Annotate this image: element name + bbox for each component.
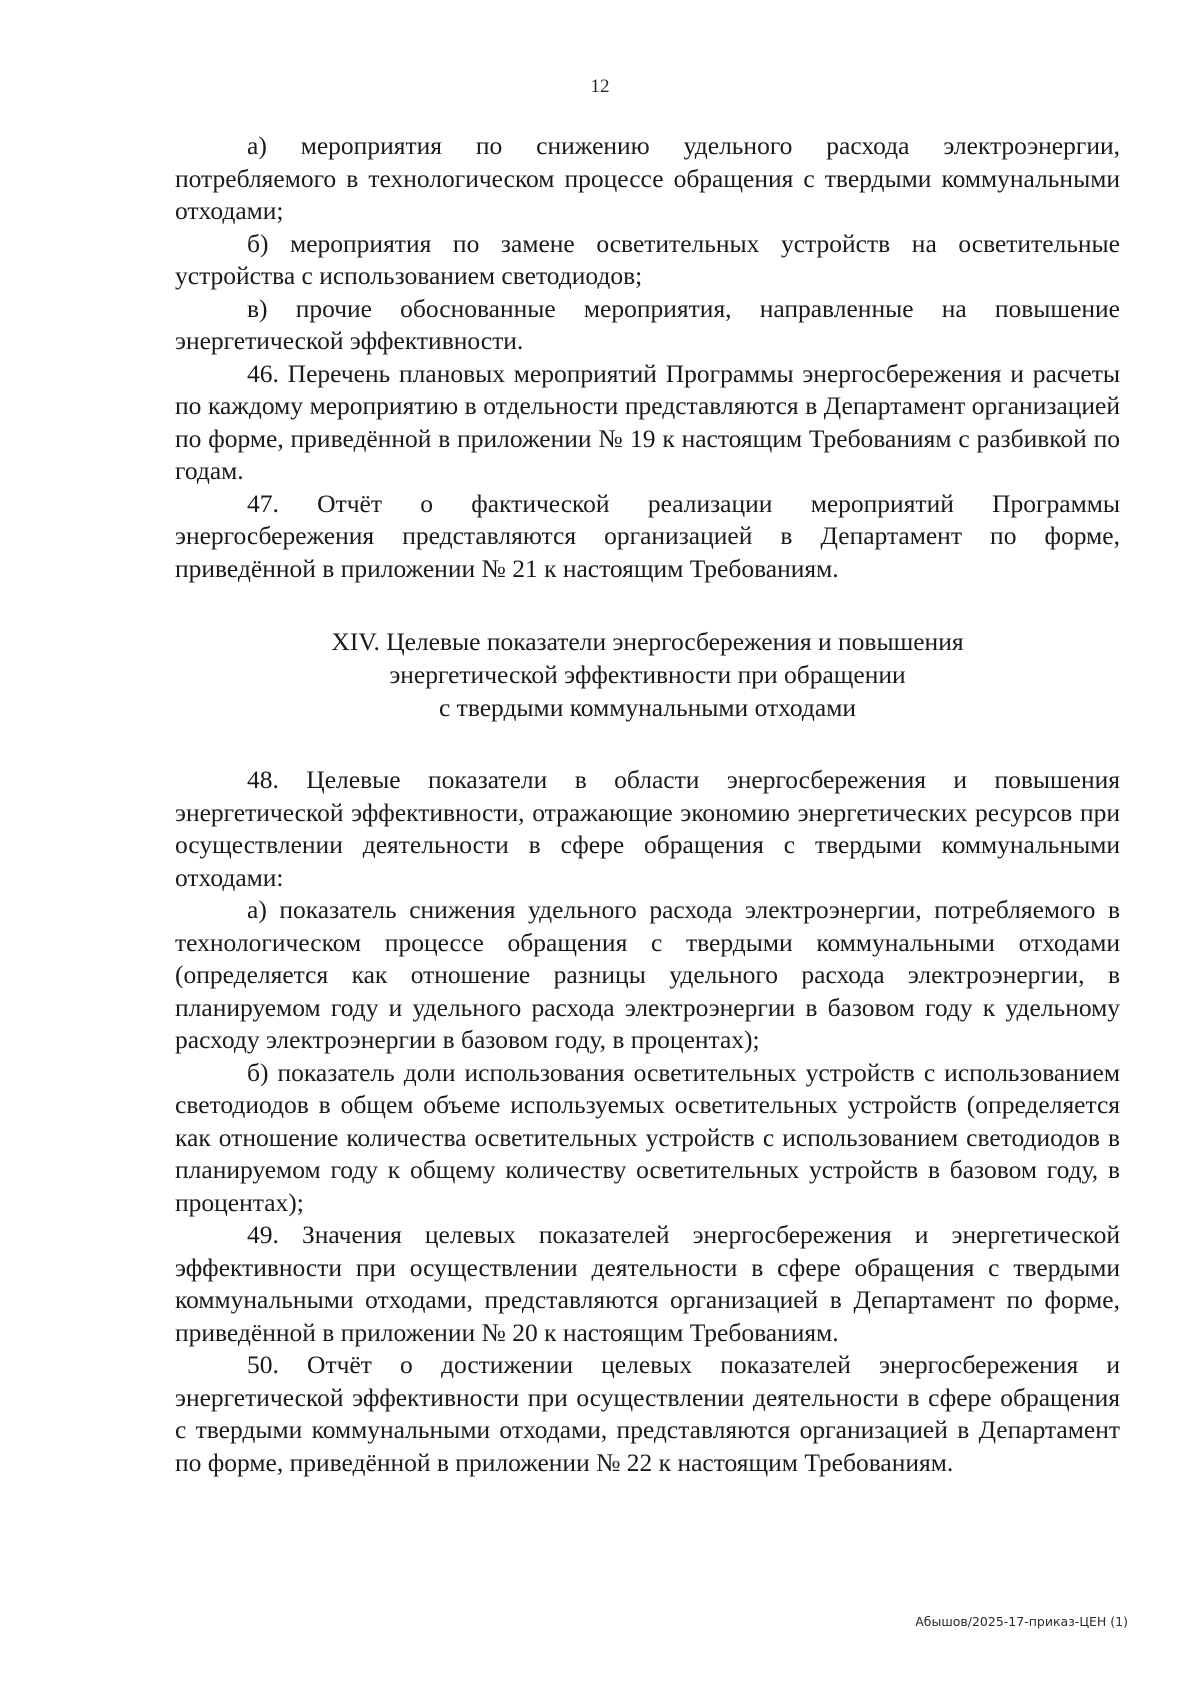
- paragraph-50: 50. Отчёт о достижении целевых показателей энергосбережения и энергетической эффективности при осуществлении деятельности в сфере обращения с твердыми коммунальными отходами, представляются организацией в Департамент по форме, приведённой в приложении № 22 к настоящим Требованиям.: [175, 1350, 1120, 1477]
- paragraph-46: 46. Перечень плановых мероприятий Программы энергосбережения и расчеты по каждому мероприятию в отдельности представляются в Департамент организацией по форме, приведённой в приложении № 19 к настоящим Требованиям с разбивкой по годам.: [175, 358, 1120, 485]
- section-heading-line-1: XIV. Целевые показатели энергосбережения и повышения: [331, 627, 964, 656]
- paragraph-48-item-b: б) показатель доли использования осветительных устройств с использованием светодиодов в общем объеме используемых осветительных устройств (определяется как отношение количества осветительных устройств с использованием светодиодов в планируемом году к общему количеству осветительных устройств в базовом году, в процентах);: [175, 1057, 1120, 1217]
- document-reference: Абышов/2025-17-приказ-ЦЕН (1): [915, 1614, 1128, 1629]
- paragraph-item-a: а) мероприятия по снижению удельного расхода электроэнергии, потребляемого в технологическом процессе обращения с твердыми коммунальными отходами;: [175, 131, 1120, 225]
- paragraph-48: 48. Целевые показатели в области энергосбережения и повышения энергетической эффективности, отражающие экономию энергетических ресурсов при осуществлении деятельности в сфере обращения с твердыми коммунальными отходами:: [175, 765, 1120, 892]
- paragraph-item-v: в) прочие обоснованные мероприятия, направленные на повышение энергетической эффективности.: [175, 293, 1120, 355]
- section-heading: [175, 625, 1120, 724]
- paragraph-49: 49. Значения целевых показателей энергосбережения и энергетической эффективности при осуществлении деятельности в сфере обращения с твердыми коммунальными отходами, представляются организацией в Департамент по форме, приведённой в приложении № 20 к настоящим Требованиям.: [175, 1220, 1120, 1347]
- paragraph-item-b: б) мероприятия по замене осветительных устройств на осветительные устройства с использованием светодиодов;: [175, 228, 1120, 290]
- page-number: 12: [590, 76, 610, 97]
- document-body: [175, 130, 1120, 1479]
- paragraph-47: 47. Отчёт о фактической реализации мероприятий Программы энергосбережения представляются организацией в Департамент по форме, приведённой в приложении № 21 к настоящим Требованиям.: [175, 488, 1120, 583]
- section-heading-line-2: энергетической эффективности при обращении: [389, 660, 906, 689]
- paragraph-48-item-a: а) показатель снижения удельного расхода электроэнергии, потребляемого в технологическом процессе обращения с твердыми коммунальными отходами (определяется как отношение разницы удельного расхода электроэнергии, в планируемом году и удельного расхода электроэнергии в базовом году к удельному расходу электроэнергии в базовом году, в процентах);: [175, 895, 1120, 1054]
- section-heading-line-3: с твердыми коммунальными отходами: [438, 693, 856, 722]
